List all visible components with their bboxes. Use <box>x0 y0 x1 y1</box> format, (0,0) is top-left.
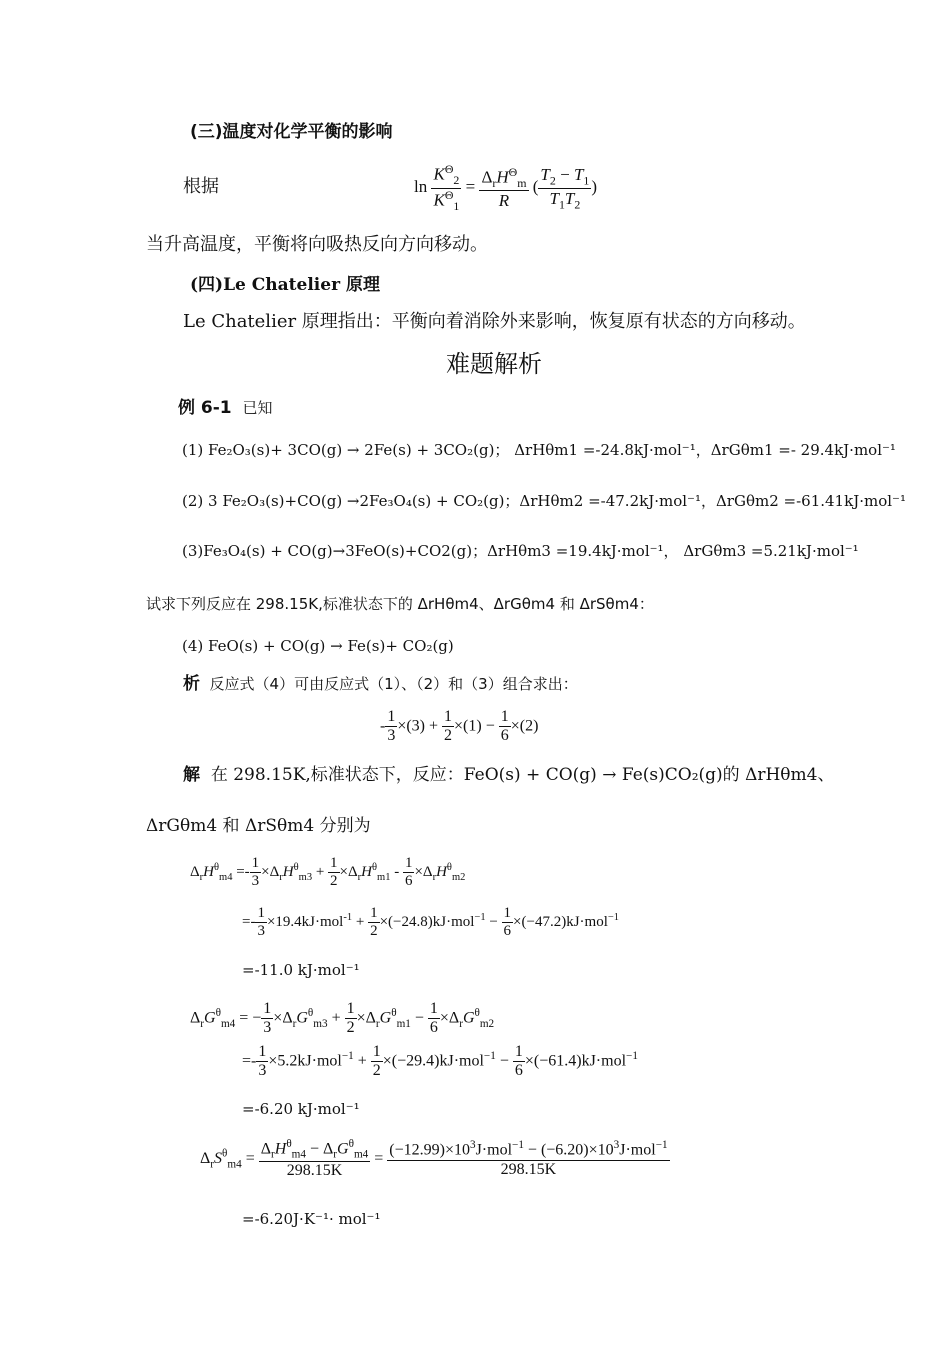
dH-result: =-11.0 kJ·mol⁻¹ <box>242 961 360 979</box>
section3-label: 根据 <box>183 176 219 197</box>
dS-formula: $\Delta_rS^\theta_{m4}$ = $\frac{\Delta_rH^\theta_{m4} - \Delta_rG^\theta_{m4}}{298.15K}$ = $\frac{(-12.99)\times 10^3J\cdot mol^{-1} - (-6.20)\times 10^3J\cdot mol^{-1}}{298.15K}$ <box>200 1138 668 1180</box>
combination-formula: - $\frac{1}{3}$ ×(3) + $\frac{1}{2}$ ×(1) − $\frac{1}{6}$ ×(2) <box>380 708 539 745</box>
solution <box>183 767 834 784</box>
analysis-label: 析 <box>183 674 200 694</box>
reaction-3: (3)Fe₃O₄(s) + CO(g)→3FeO(s)+CO2(g)；ΔrHθm3 =19.4kJ·mol⁻¹， ΔrGθm3 =5.21kJ·mol⁻¹ <box>182 542 859 560</box>
dG-result: =-6.20 kJ·mol⁻¹ <box>242 1100 360 1118</box>
vant-hoff-equation: ln $\frac{K^\Theta_2}{K^\Theta_1}$ = $\frac{\Delta_rH^\Theta_m}{R}$ ( $\frac{T_2 - T_1}{T_1T_2}$ ) <box>414 162 598 213</box>
section4-body: Le Chatelier 原理指出：平衡向着消除外来影响，恢复原有状态的方向移动。 <box>183 311 806 332</box>
solution-text: 在 298.15K,标准状态下，反应：FeO(s) + CO(g) → Fe(s)CO₂(g)的 ΔrHθm4、 <box>210 765 835 785</box>
dH-substitution: =- $\frac{1}{3}$ ×19.4kJ·mol$^{-1}$ + $\frac{1}{2}$ ×(−24.8)kJ·mol$^{-1}$ − $\frac{1}{6}$ ×(−47.2)kJ·mol$^{-1}$ <box>242 905 620 940</box>
section3-conclusion: 当升高温度，平衡将向吸热反向方向移动。 <box>146 234 488 255</box>
example-number: 例 6-1 <box>178 398 232 418</box>
dS-result: =-6.20J·K⁻¹· mol⁻¹ <box>242 1210 381 1228</box>
example-label <box>178 400 272 417</box>
reaction-1: (1) Fe₂O₃(s)+ 3CO(g) → 2Fe(s) + 3CO₂(g)； ΔrHθm1 =-24.8kJ·mol⁻¹，ΔrGθm1 =- 29.4kJ·mol⁻¹ <box>182 441 896 459</box>
analysis-text: 反应式（4）可由反应式（1）、（2）和（3）组合求出： <box>209 675 578 693</box>
example-intro: 已知 <box>242 399 273 417</box>
question: 试求下列反应在 298.15K,标准状态下的 ΔrHθm4、ΔrGθm4 和 ΔrSθm4： <box>146 595 654 613</box>
dG-formula: $\Delta_rG^\theta_{m4}$ = − $\frac{1}{3}$ $\times\Delta_rG^\theta_{m3}$ + $\frac{1}{2}$ $\times\Delta_rG^\theta_{m1}$ − $\frac{1}{6}$ $\times\Delta_rG^\theta_{m2}$ <box>190 1000 495 1037</box>
page-heading: 难题解析 <box>446 350 542 378</box>
dH-formula: $\Delta_rH^\theta_{m4}$ =- $\frac{1}{3}$ $\times\Delta_rH^\theta_{m3}$ + $\frac{1}{2}$ $\times\Delta_rH^\theta_{m1}$ - $\frac{1}{6}$ $\times\Delta_rH^\theta_{m2}$ <box>190 855 466 890</box>
section4-title: (四)Le Chatelier 原理 <box>190 275 380 295</box>
analysis <box>183 676 578 693</box>
solution-continued: ΔrGθm4 和 ΔrSθm4 分别为 <box>146 816 371 836</box>
solution-label: 解 <box>183 765 200 785</box>
reaction-2: (2) 3 Fe₂O₃(s)+CO(g) →2Fe₃O₄(s) + CO₂(g)；ΔrHθm2 =-47.2kJ·mol⁻¹，ΔrGθm2 =-61.41kJ·mol⁻¹ <box>182 492 906 510</box>
target-reaction: (4) FeO(s) + CO(g) → Fe(s)+ CO₂(g) <box>182 637 454 655</box>
section3-title: (三)温度对化学平衡的影响 <box>190 122 393 142</box>
dG-substitution: =- $\frac{1}{3}$ ×5.2kJ·mol$^{-1}$ + $\frac{1}{2}$ ×(−29.4)kJ·mol$^{-1}$ − $\frac{1}{6}$ ×(−61.4)kJ·mol$^{-1}$ <box>242 1043 638 1080</box>
